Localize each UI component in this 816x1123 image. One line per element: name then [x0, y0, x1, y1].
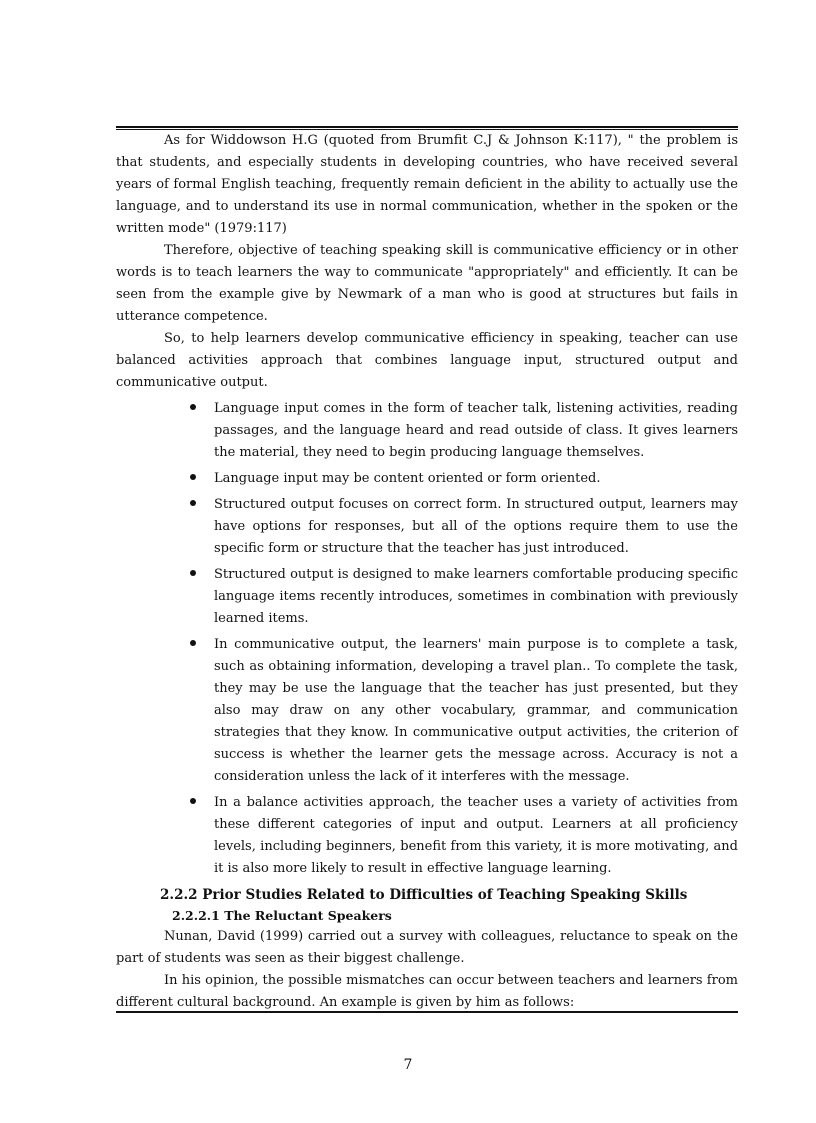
page-body — [116, 130, 738, 1014]
paragraph-mismatches: In his opinion, the possible mismatches can occur between teachers and learners from different cultural background. An example is given by him as follows: — [116, 973, 738, 1010]
bullet-dot-icon — [190, 798, 196, 804]
list-item — [214, 634, 738, 788]
list-item-text: Structured output focuses on correct form. In structured output, learners may have options for responses, but all of the options require them to use the specific form or structure that the teacher has just introduced. — [214, 497, 738, 556]
list-item-text: Structured output is designed to make learners comfortable producing specific language items recently introduces, sometimes in combination with previously learned items. — [214, 567, 738, 626]
list-item-text: Language input may be content oriented or form oriented. — [214, 471, 601, 486]
list-item-text: In communicative output, the learners' main purpose is to complete a task, such as obtaining information, developing a travel plan.. To complete the task, they may be use the language that the teacher has just presented, but they also may draw on any other vocabulary, grammar, and communication strategies that they know. In communicative output activities, the criterion of success is whether the learner gets the message across. Accuracy is not a consideration unless the lack of it interferes with the message. — [214, 637, 738, 784]
section-heading: 2.2.2 Prior Studies Related to Difficulties of Teaching Speaking Skills — [160, 887, 688, 903]
bullet-list — [116, 398, 738, 880]
bullet-dot-icon — [190, 570, 196, 576]
list-item — [214, 468, 738, 490]
bullet-dot-icon — [190, 640, 196, 646]
list-item — [214, 564, 738, 630]
list-item — [214, 494, 738, 560]
paragraph-objective: Therefore, objective of teaching speaking skill is communicative efficiency or in other words is to teach learners the way to communicate "appropriately" and efficiently. It can be seen from the example give by Newmark of a man who is good at structures but fails in utterance competence. — [116, 243, 738, 324]
list-item — [214, 792, 738, 880]
paragraph-widdowson: As for Widdowson H.G (quoted from Brumfit C.J & Johnson K:117), " the problem is that students, and especially students in developing countries, who have received several years of formal English teaching, frequently remain deficient in the ability to actually use the language, and to understand its use in normal communication, whether in the spoken or the written mode" (1979:117) — [116, 133, 738, 236]
bullet-dot-icon — [190, 404, 196, 410]
list-item-text: In a balance activities approach, the teacher uses a variety of activities from these different categories of input and output. Learners at all proficiency levels, including beginners, benefit from this variety, it is more motivating, and it is also more likely to result in effective language learning. — [214, 795, 738, 876]
subsection-heading: 2.2.2.1 The Reluctant Speakers — [172, 908, 392, 923]
paragraph-balanced-activities: So, to help learners develop communicative efficiency in speaking, teacher can use balanced activities approach that combines language input, structured output and communicative output. — [116, 331, 738, 390]
bullet-dot-icon — [190, 500, 196, 506]
bullet-dot-icon — [190, 474, 196, 480]
bottom-rule — [116, 1011, 738, 1013]
list-item — [214, 398, 738, 464]
page-number: 7 — [403, 1057, 413, 1073]
list-item-text: Language input comes in the form of teacher talk, listening activities, reading passages, and the language heard and read outside of class. It gives learners the material, they need to begin producing language themselves. — [214, 401, 738, 460]
paragraph-nunan: Nunan, David (1999) carried out a survey with colleagues, reluctance to speak on the part of students was seen as their biggest challenge. — [116, 929, 738, 966]
